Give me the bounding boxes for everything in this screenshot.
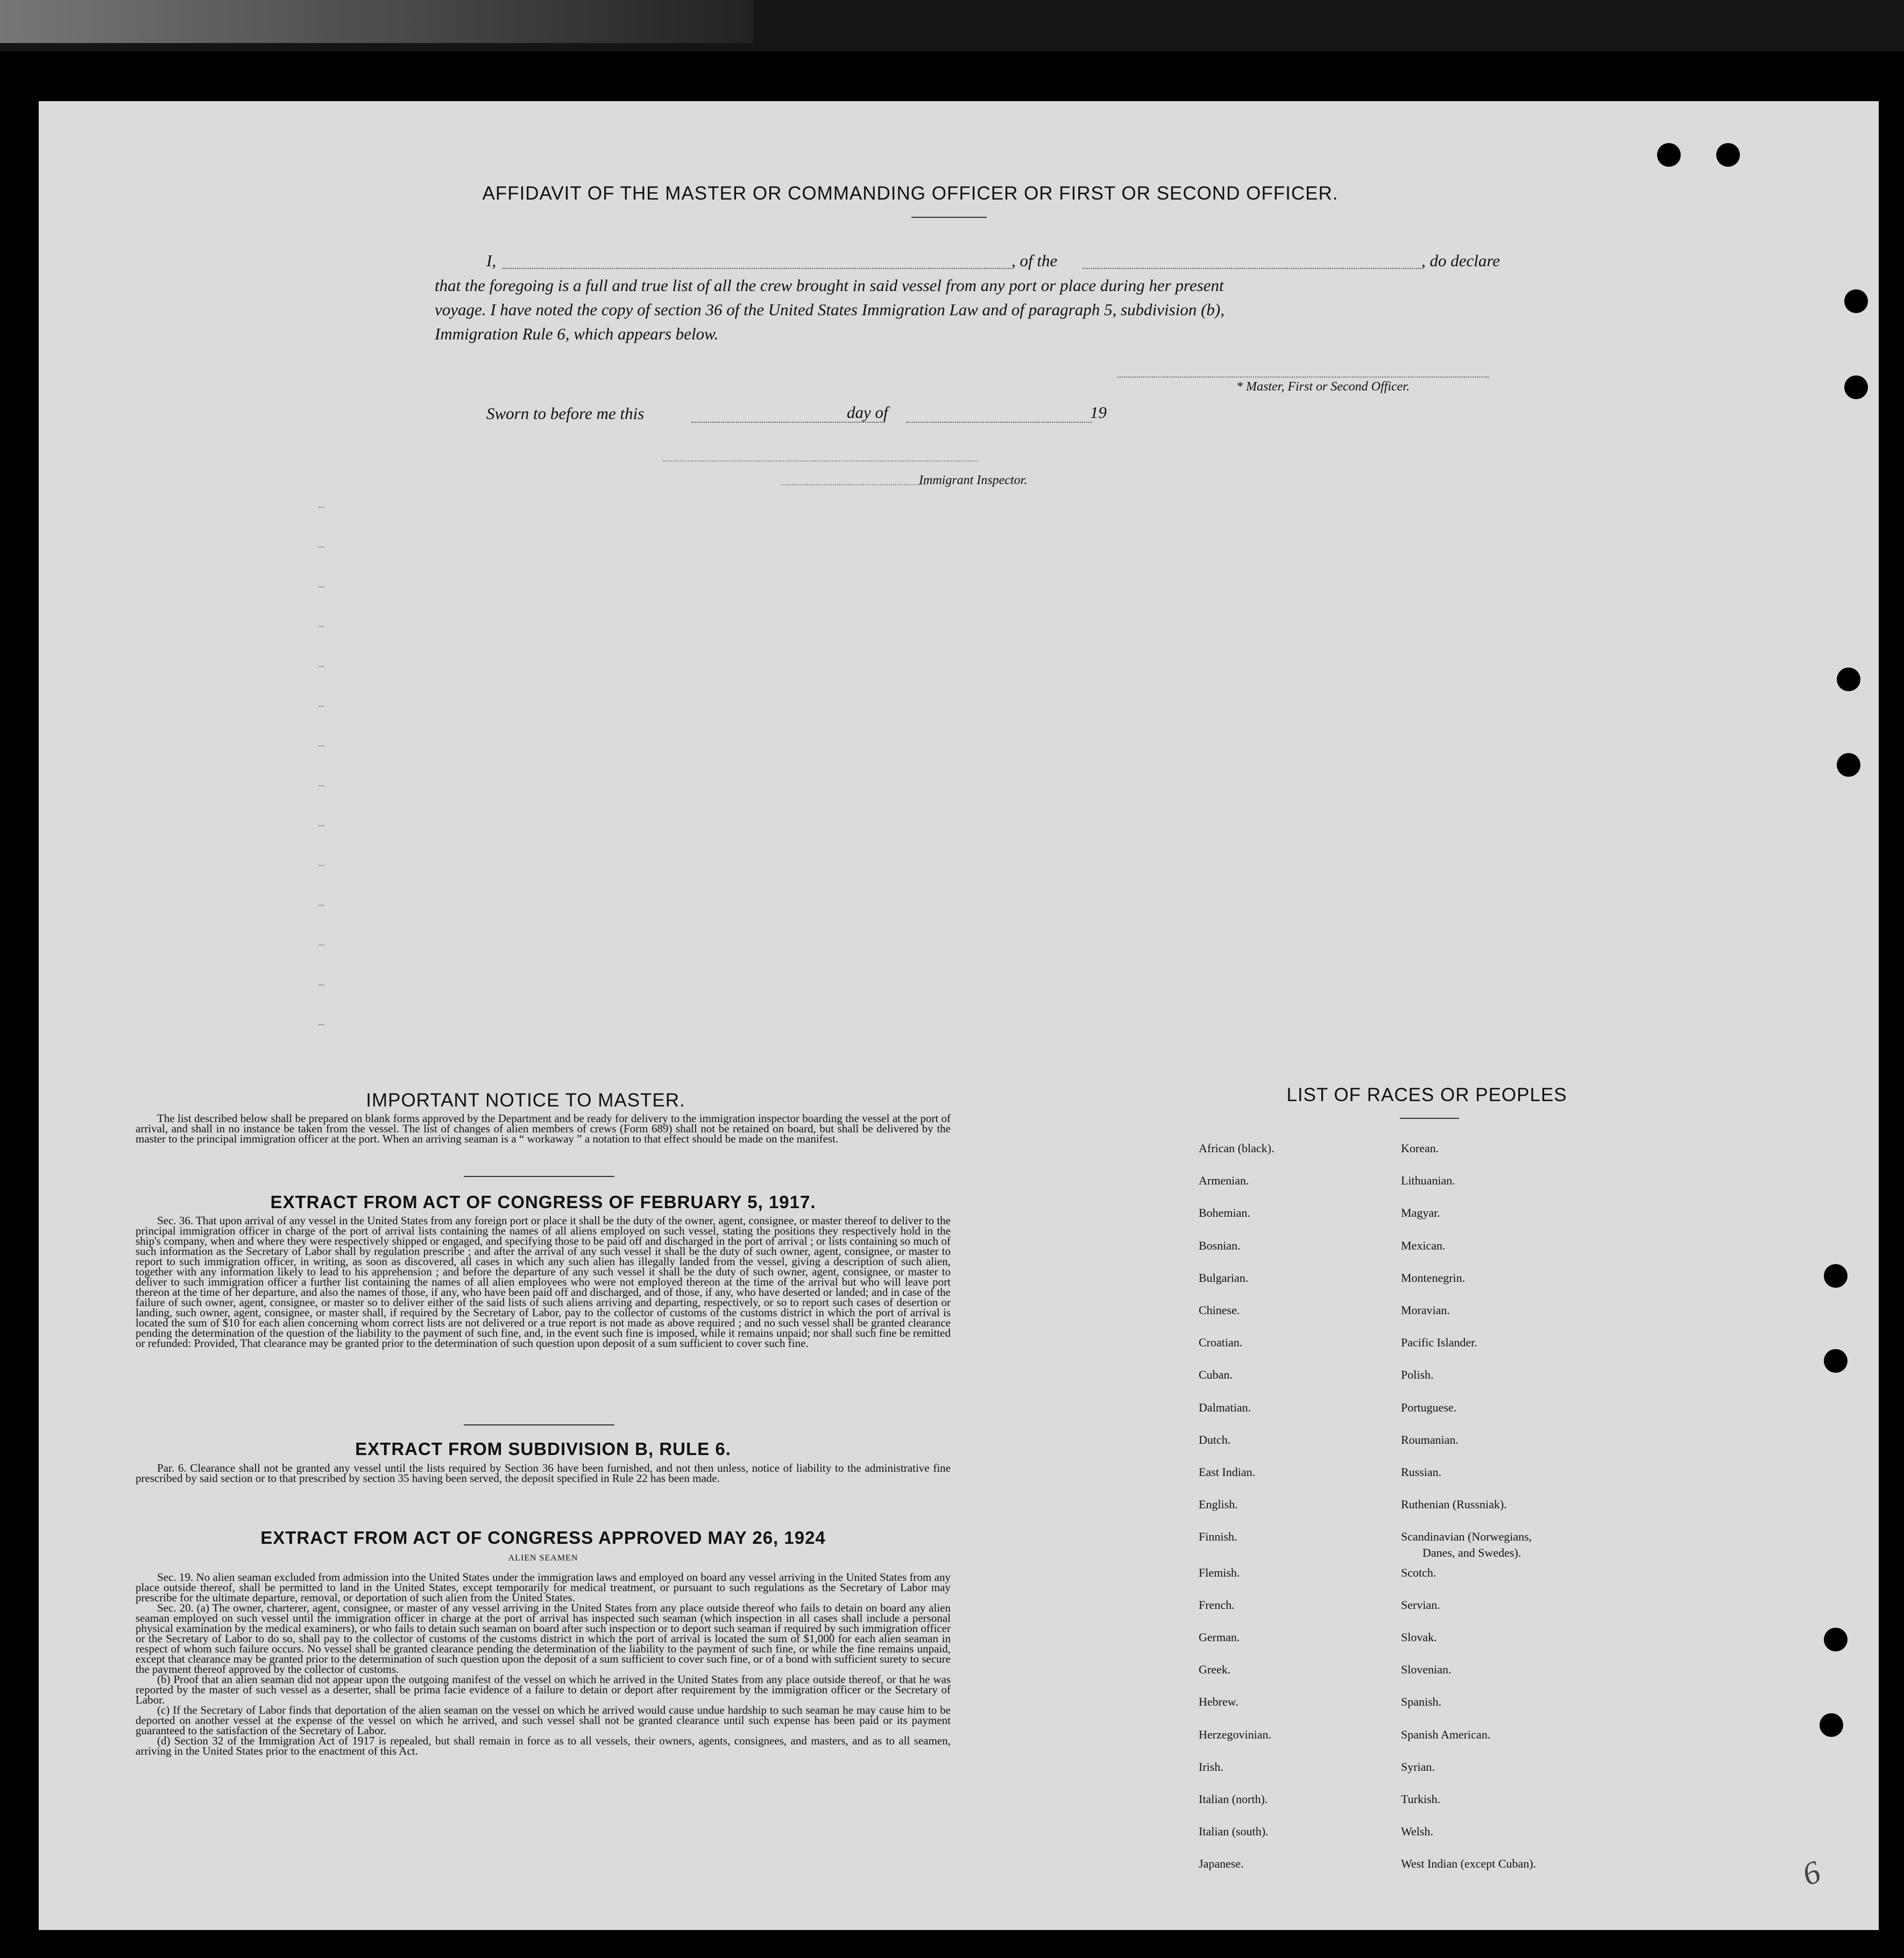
race-item: Roumanian. — [1401, 1432, 1459, 1446]
race-item: Chinese. — [1199, 1303, 1240, 1317]
faint-mark: – — [318, 698, 324, 712]
signature-caption: * Master, First or Second Officer. — [1236, 380, 1410, 394]
race-item: Cuban. — [1199, 1368, 1233, 1382]
race-item: Syrian. — [1401, 1760, 1435, 1773]
punch-hole — [1837, 753, 1860, 777]
race-item: Bohemian. — [1199, 1206, 1250, 1220]
declaration-i: I, — [486, 251, 497, 270]
race-item: Croatian. — [1199, 1336, 1243, 1350]
notice-title: IMPORTANT NOTICE TO MASTER. — [366, 1090, 685, 1111]
affidavit-title: AFFIDAVIT OF THE MASTER OR COMMANDING OFFICER OR FIRST OR SECOND OFFICER. — [482, 183, 1339, 204]
race-item: Bulgarian. — [1199, 1271, 1249, 1285]
document-page — [39, 101, 1879, 1930]
race-item: Moravian. — [1401, 1303, 1450, 1317]
extract-rule6-text: Par. 6. Clearance shall not be granted any vessel until the lists required by Section 36 have been furnished, and not then unless, notice of liability to the administrative fine prescribed by said section or to that prescribed by section 35 having been served, the deposit specified in Rule 22 has been made. — [136, 1462, 951, 1485]
sec-20c-text: (c) If the Secretary of Labor finds that deportation of the alien seaman on the vessel on which he arrived would cause undue hardship to such seaman he may cause him to be deported on another vessel at the expense of the vessel on which he arrived, and such vessel shall not be granted clearance until such expense has been paid or its payment guaranteed to the satisfaction of the Secretary of Labor. — [136, 1704, 951, 1737]
name-blank — [502, 268, 1011, 269]
faint-mark: – — [318, 738, 324, 751]
divider — [464, 1176, 614, 1177]
year-text: 19 — [1090, 403, 1107, 422]
race-item: Herzegovinian. — [1199, 1727, 1271, 1741]
faint-mark: – — [318, 579, 324, 592]
race-item: Japanese. — [1199, 1857, 1244, 1871]
race-item: Italian (south). — [1199, 1825, 1269, 1839]
inspector-line-1 — [663, 460, 978, 462]
signature-line — [1117, 377, 1489, 378]
race-item: Slovak. — [1401, 1630, 1437, 1644]
race-item: Dutch. — [1199, 1432, 1231, 1446]
race-item: Servian. — [1401, 1598, 1440, 1612]
race-item: African (black). — [1199, 1141, 1275, 1155]
punch-hole — [1844, 289, 1868, 313]
race-item: Lithuanian. — [1401, 1174, 1455, 1188]
race-item: Bosnian. — [1199, 1238, 1241, 1252]
sworn-text: Sworn to before me this — [486, 404, 645, 423]
race-item: East Indian. — [1199, 1465, 1256, 1479]
race-item: Turkish. — [1401, 1792, 1441, 1806]
faint-mark: – — [318, 857, 324, 871]
extract-1917-text: Sec. 36. That upon arrival of any vessel in the United States from any foreign port or place it shall be the duty of the owner, agent, consignee, or master thereof to deliver to the principal immigration officer in charge of the port of arrival lists containing the names of all aliens employed on such vessel, stating the positions they respectively hold in the ship's company, when and where they were respectively shipped or engaged, and specifying those to be paid off and discharged in the port of arrival ; or lists containing so much of such information as the Secretary of Labor shall by regulation prescribe ; and after the arrival of any such vessel it shall be the duty of such owner, agent, consignee, or master to report to such immigration officer, in writing, as soon as discovered, all cases in which any such alien has illegally landed from the vessel, giving a description of such alien, together with any information likely to lead to his apprehension ; and before the departure of any such vessel it shall be the duty of such owner, agent, consignee, or master to deliver to such immigration officer a further list containing the names of all alien employees who were not employed thereon at the time of the arrival but who will leave port thereon at the time of her departure, and also the names of those, if any, who have been paid off and discharged, and of those, if any, who have deserted or landed; and in case of the failure of such owner, agent, consignee, or master so to deliver either of the said lists of such aliens arriving and departing, respectively, or so to report such cases of desertion or landing, such owner, agent, consignee, or master shall, if required by the Secretary of Labor, pay to the collector of customs of the customs district in which the port of arrival is located the sum of $10 for each alien concerning whom correct lists are not delivered or a true report is not made as above required ; and no such vessel shall be granted clearance pending the determination of the question of the liability to the payment of such fine, and, in the event such fine is imposed, while it remains unpaid; nor shall such fine be remitted or refunded: Provided, That clearance may be granted prior to the determination of such question upon deposit of a sum sufficient to cover such fine. — [136, 1214, 951, 1350]
race-item: Polish. — [1401, 1368, 1434, 1382]
faint-mark: – — [318, 658, 324, 672]
race-item: Finnish. — [1199, 1530, 1237, 1544]
punch-hole — [1844, 375, 1868, 399]
race-item: French. — [1199, 1598, 1235, 1612]
race-item: Magyar. — [1401, 1206, 1440, 1220]
race-item: Armenian. — [1199, 1174, 1249, 1188]
race-item: Spanish. — [1401, 1695, 1442, 1709]
race-item: Montenegrin. — [1401, 1271, 1466, 1285]
page-mark: 6 — [1797, 1853, 1825, 1893]
race-item: Dalmatian. — [1199, 1400, 1251, 1414]
race-item: Slovenian. — [1401, 1663, 1452, 1677]
inspector-caption: Immigrant Inspector. — [919, 473, 1028, 487]
race-item: Russian. — [1401, 1465, 1442, 1479]
race-item: Spanish American. — [1401, 1727, 1491, 1741]
punch-hole — [1657, 143, 1681, 167]
punch-hole — [1820, 1713, 1843, 1737]
notice-text: The list described below shall be prepared on blank forms approved by the Department and be ready for delivery to the immigration inspector boarding the vessel at the port of arrival, and shall in no instance be taken from the vessel. The list of changes of alien members of crews (Form 689) shall not be retained on board, but shall be delivered by the master to the principal immigration officer at the port. When an arriving seaman is a “ workaway ” a notation to that effect should be made on the manifest. — [136, 1112, 951, 1145]
race-item: West Indian (except Cuban). — [1401, 1857, 1537, 1871]
race-item: Pacific Islander. — [1401, 1336, 1477, 1350]
declaration-declare: , do declare — [1421, 251, 1500, 270]
inspector-line-2 — [781, 484, 926, 485]
race-item-continuation: Danes, and Swedes). — [1422, 1546, 1521, 1560]
faint-mark: – — [318, 778, 324, 791]
race-item: Flemish. — [1199, 1565, 1240, 1579]
sec-20a-text: Sec. 20. (a) The owner, charterer, agent, consignee, or master of any vessel arriving in the United States from any place outside thereof who fails to detain on board any alien seaman employed on such vessel until the immigration officer in charge at the port of arrival has inspected such seaman (which inspection in all cases shall include a personal physical examination by the medical examiners), or who fails to detain such seaman on board after such inspection or to deport such seaman if required by such immigration officer or the Secretary of Labor to do so, shall pay to the collector of customs of the customs district in which the port of arrival is located the sum of $1,000 for each alien seaman in respect of whom such failure occurs. No vessel shall be granted clearance pending the determination of the liability to the payment of such fine, or while the fine remains unpaid, except that clearance may be granted prior to the determination of such question upon the deposit of a sum sufficient to cover such fine, or of a bond with sufficient surety to secure the payment thereof approved by the collector of customs. — [136, 1601, 951, 1676]
faint-mark: – — [318, 818, 324, 831]
extract-1924-title: EXTRACT FROM ACT OF CONGRESS APPROVED MAY 26, 1924 — [260, 1528, 826, 1548]
declaration-text-3: Immigration Rule 6, which appears below. — [435, 324, 719, 343]
vessel-blank — [1082, 268, 1421, 269]
alien-seamen-subtitle: ALIEN SEAMEN — [508, 1553, 578, 1563]
race-item: Greek. — [1199, 1663, 1231, 1677]
declaration-text-2: voyage. I have noted the copy of section 36 of the United States Immigration Law and of paragraph 5, subdivision (b), — [435, 300, 1224, 319]
declaration-of-the: , of the — [1011, 251, 1058, 270]
races-title: LIST OF RACES OR PEOPLES — [1286, 1084, 1567, 1105]
sec-20d-text: (d) Section 32 of the Immigration Act of 1917 is repealed, but shall remain in force as to all vessels, their owners, agents, consignees, and masters, and as to all seamen, arriving in the United States prior to the enactment of this Act. — [136, 1734, 951, 1757]
divider — [464, 1424, 614, 1425]
race-item: Korean. — [1401, 1141, 1439, 1155]
race-item: English. — [1199, 1498, 1238, 1512]
faint-mark: – — [318, 499, 324, 513]
extract-1924-body — [136, 1572, 951, 1756]
declaration-text-1: that the foregoing is a full and true list of all the crew brought in said vessel from any port or place during her present — [435, 276, 1224, 295]
faint-mark: – — [318, 977, 324, 990]
race-item: Ruthenian (Russniak). — [1401, 1498, 1507, 1512]
divider — [1400, 1118, 1459, 1119]
punch-hole — [1716, 143, 1740, 167]
sec-20b-text: (b) Proof that an alien seaman did not appear upon the outgoing manifest of the vessel on which he arrived in the United States from any place outside thereof, or that he was reported by the master of such vessel as a deserter, shall be prima facie evidence of a failure to detain or deport after requirement by the immigration officer or the Secretary of Labor. — [136, 1673, 951, 1706]
sec-19-text: Sec. 19. No alien seaman excluded from admission into the United States under the immigration laws and employed on board any vessel arriving in the United States from any place outside thereof, shall be permitted to land in the United States, except temporarily for medical treatment, or pursuant to such regulations as the Secretary of Labor may prescribe for the ultimate departure, removal, or deportation of such alien from the United States. — [136, 1571, 951, 1604]
race-item: Mexican. — [1401, 1238, 1446, 1252]
scanner-top-strip — [0, 0, 1904, 51]
extract-rule6-title: EXTRACT FROM SUBDIVISION B, RULE 6. — [355, 1439, 731, 1459]
race-item: German. — [1199, 1630, 1240, 1644]
divider — [911, 217, 987, 218]
race-item: Scandinavian (Norwegians, — [1401, 1530, 1532, 1544]
month-blank — [906, 422, 1092, 423]
race-item: Portuguese. — [1401, 1400, 1457, 1414]
punch-hole — [1824, 1628, 1848, 1651]
faint-mark: – — [318, 897, 324, 911]
race-item: Scotch. — [1401, 1565, 1436, 1579]
punch-hole — [1824, 1264, 1848, 1288]
faint-mark: – — [318, 937, 324, 950]
punch-hole — [1824, 1349, 1848, 1373]
faint-mark: – — [318, 619, 324, 632]
race-item: Italian (north). — [1199, 1792, 1268, 1806]
faint-mark: – — [318, 539, 324, 552]
punch-hole — [1837, 668, 1860, 691]
day-of-text: day of — [847, 403, 888, 422]
faint-mark: – — [318, 1017, 324, 1030]
extract-1917-title: EXTRACT FROM ACT OF CONGRESS OF FEBRUARY 5, 1917. — [270, 1192, 816, 1212]
race-item: Irish. — [1199, 1760, 1223, 1773]
race-item: Hebrew. — [1199, 1695, 1238, 1709]
race-item: Welsh. — [1401, 1825, 1433, 1839]
